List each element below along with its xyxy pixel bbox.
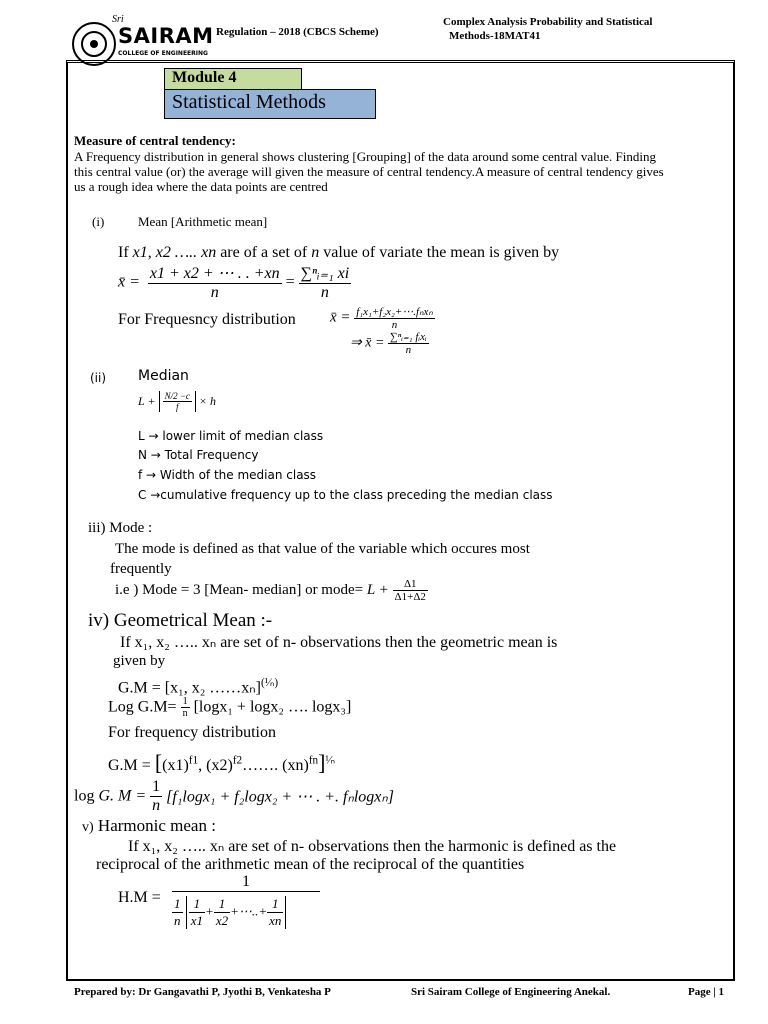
central-para-1: A Frequency distribution in general shows clustering [Grouping] of the data around some central value. Finding — [74, 149, 656, 164]
logo-sri: Sri — [112, 14, 124, 25]
median-def-3: f → Width of the median class — [138, 468, 317, 482]
median-label: Median — [138, 368, 189, 384]
gm-formula-1: G.M = [x₁, x₂ ……xₙ]$^{(^1⁄_n)}$ — [118, 677, 279, 697]
hm-denominator: $\frac{1}{n}$ $\frac{1}{x1}$ + $\frac{1}{x2}$ +⋯..+ $\frac{1}{xn}$ — [172, 896, 286, 929]
subject-line-2: Methods-18MAT41 — [449, 30, 541, 42]
median-def-1: L → lower limit of median class — [138, 429, 324, 443]
module-label: Module 4 — [172, 69, 237, 86]
geo-heading: iv) Geometrical Mean :- — [88, 610, 273, 631]
gm-formula-2: $G.M = [(x1)^{f1}$, $(x2)^{f2}\dots\dots$. (xn)$^{fn}$]$^{^1⁄_n}$ — [108, 750, 336, 775]
median-def-2: N → Total Frequency — [138, 448, 259, 462]
hm-numerator: 1 — [172, 873, 320, 892]
central-heading: Measure of central tendency: — [74, 133, 236, 148]
subject-line-1: Complex Analysis Probability and Statistical — [443, 16, 653, 28]
central-para-3: us a rough idea where the data points are centred — [74, 179, 328, 194]
footer-college: Sri Sairam College of Engineering Anekal. — [411, 986, 611, 998]
logo-name: SAIRAM — [118, 24, 214, 48]
mode-line-1: The mode is defined as that value of the variable which occures most — [115, 541, 530, 557]
freq-dist-label: For Frequesncy distribution — [118, 311, 296, 328]
footer-prepared: Prepared by: Dr Gangavathi P, Jyothi B, Venkatesha P — [74, 986, 331, 998]
footer-page-number: Page | 1 — [688, 986, 725, 998]
harm-line-1: If x₁, x₂ ….. xₙ are set of n- observations then the harmonic is defined as the — [128, 838, 617, 855]
mean-label: Mean [Arithmetic mean] — [138, 214, 268, 229]
mode-heading: iii) Mode : — [88, 520, 153, 536]
log-gm-formula-2: log G. M = $\frac{1}{n}$ [f₁logx₁ + f₂logx₂ + ⋯ . +. fₙlogxₙ] — [74, 778, 394, 814]
hm-label: H.M = — [118, 889, 161, 906]
geo-line-1: If x₁, x₂ ….. xₙ are set of n- observations then the geometric mean is — [120, 634, 558, 651]
regulation-text: Regulation – 2018 (CBCS Scheme) — [216, 26, 379, 38]
freq-formula-2: ⇒ x̄ = $\frac{\text{∑ⁿᵢ₌₁ fᵢxᵢ}}{n}$ — [350, 331, 427, 356]
geo-line-2: given by — [113, 653, 166, 669]
central-para-2: this central value (or) the average will given the measure of central tendency.A measure of central tendency gives — [74, 164, 664, 179]
median-formula: L + $\frac{N/2 -c}{f}$ × h — [138, 391, 216, 412]
mode-line-3: i.e ) Mode = 3 [Mean- median] or mode= L + $\frac{\Delta 1}{\Delta 1+\Delta 2}$ — [115, 578, 426, 603]
geo-freq-label: For frequency distribution — [108, 724, 276, 741]
median-def-4: C →cumulative frequency up to the class preceding the median class — [138, 488, 553, 502]
logo-subtitle: COLLEGE OF ENGINEERING — [118, 50, 208, 57]
mode-line-2: frequently — [110, 561, 172, 577]
median-number: (ii) — [90, 371, 107, 385]
footer-rule — [66, 980, 731, 981]
mean-formula: x̄ = $\frac{x1 + x2 + \cdots . . +xn}{n}$ = $\frac{\text{∑ⁿᵢ₌₁ xi}}{n}$ — [118, 265, 350, 301]
module-title: Statistical Methods — [172, 91, 326, 113]
log-gm-formula-1: Log G.M= $\frac{1}{n}$ [logx₁ + logx₂ …. logx₃] — [108, 696, 352, 719]
harm-line-2: reciprocal of the arithmetic mean of the reciprocal of the quantities — [96, 856, 525, 873]
mean-if-line: If x1, x2 ….. xn are of a set of n value of variate the mean is given by — [118, 244, 560, 261]
mean-number: (i) — [92, 214, 105, 229]
harm-heading: v) Harmonic mean : — [82, 816, 216, 835]
freq-formula: x̄ = $\frac{\text{f₁x₁+f₂x₂+⋯.fₙxₙ}}{n}$ — [330, 306, 433, 331]
